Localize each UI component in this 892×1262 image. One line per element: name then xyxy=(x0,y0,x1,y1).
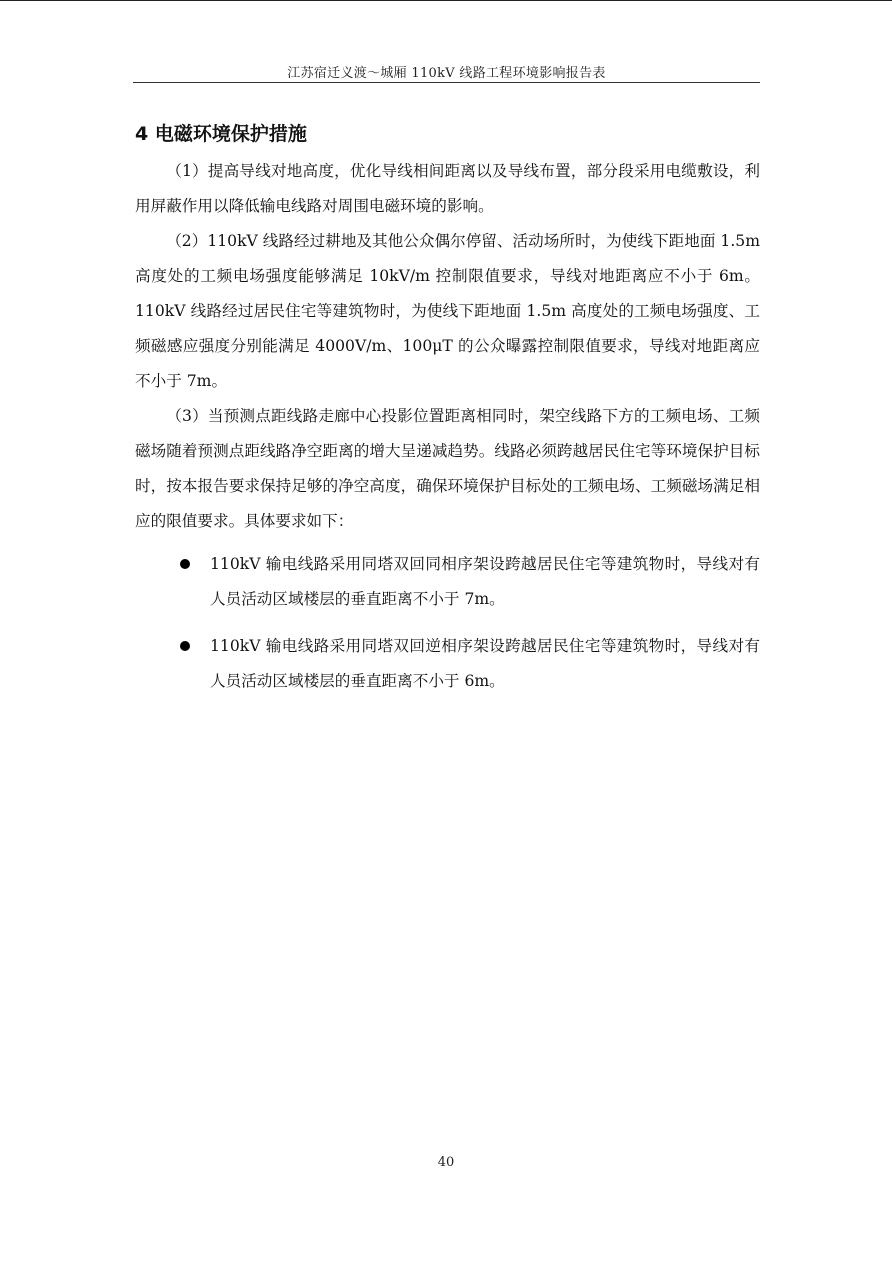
section-title: 4 电磁环境保护措施 xyxy=(135,123,307,145)
paragraph-3: （3）当预测点距线路走廊中心投影位置距离相同时，架空线路下方的工频电场、工频磁场随着预测点距线路净空距离的增大呈递减趋势。线路必须跨越居民住宅等环境保护目标时，按本报告要求保持足够的净空高度，确保环境保护目标处的工频电场、工频磁场满足相应的限值要求。具体要求如下： xyxy=(135,407,760,530)
bullet-dot-icon xyxy=(180,559,190,569)
running-header: 江苏宿迁义渡～城厢 110kV 线路工程环境影响报告表 xyxy=(287,66,606,81)
paragraph-2: （2）110kV 线路经过耕地及其他公众偶尔停留、活动场所时，为使线下距地面 1.5m 高度处的工频电场强度能够满足 10kV/m 控制限值要求，导线对地距离应不小于 6m。110kV 线路经过居民住宅等建筑物时，为使线下距地面 1.5m 高度处的工频电场强度、工频磁感应强度分别能满足 4000V/m、100μT 的公众曝露控制限值要求，导线对地距离应不小于 7m。 xyxy=(135,232,760,390)
list-item xyxy=(135,547,760,617)
page-number: 40 xyxy=(437,1155,455,1170)
list-item-text: 110kV 输电线路采用同塔双回逆相序架设跨越居民住宅等建筑物时，导线对有人员活动区域楼层的垂直距离不小于 6m。 xyxy=(210,637,760,690)
list-item-text: 110kV 输电线路采用同塔双回同相序架设跨越居民住宅等建筑物时，导线对有人员活动区域楼层的垂直距离不小于 7m。 xyxy=(210,555,760,608)
paragraph-1: （1）提高导线对地高度，优化导线相间距离以及导线布置，部分段采用电缆敷设，利用屏蔽作用以降低输电线路对周围电磁环境的影响。 xyxy=(135,162,760,215)
list-item xyxy=(135,629,760,699)
body-text xyxy=(135,154,760,711)
header-rule xyxy=(133,82,760,83)
bullet-dot-icon xyxy=(180,641,190,651)
requirements-list xyxy=(135,547,760,699)
page-top-border xyxy=(0,0,892,1)
